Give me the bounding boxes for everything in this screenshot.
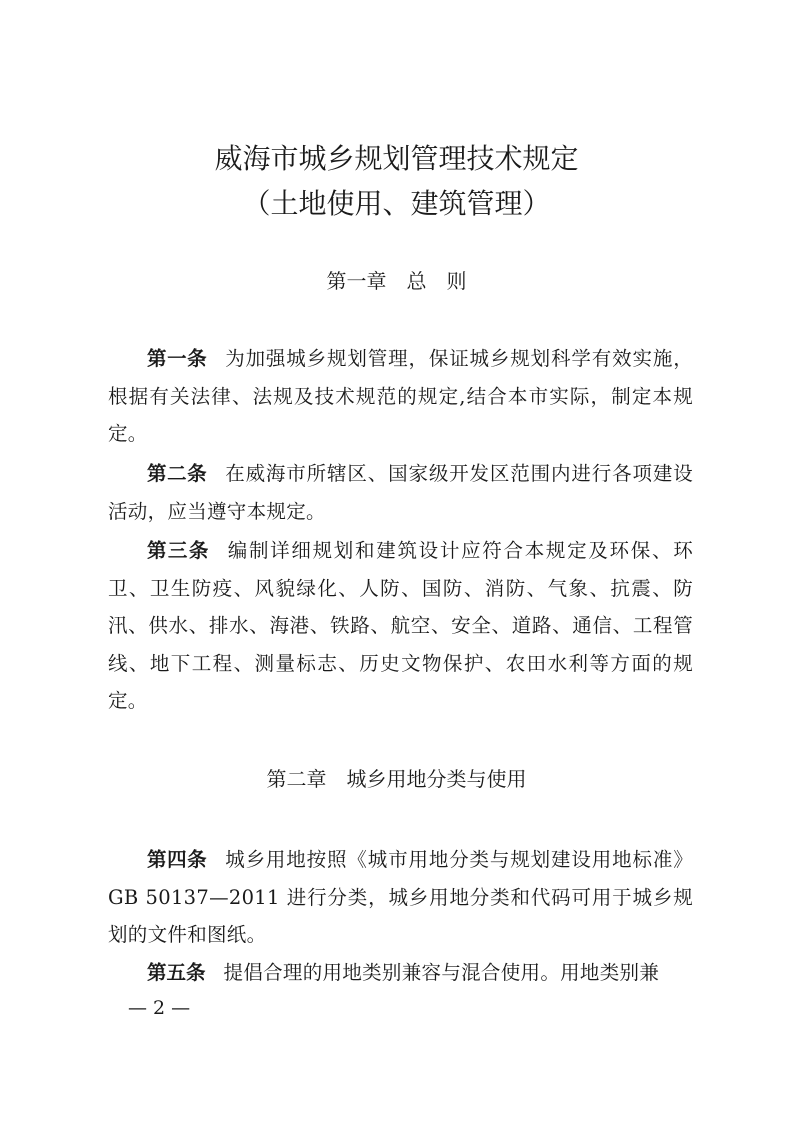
article-paragraph (108, 532, 693, 720)
article-text: 为加强城乡规划管理，保证城乡规划科学有效实施，根据有关法律、法规及技术规范的规定,结合本市实际，制定本规定。 (108, 347, 693, 445)
document-subtitle: （土地使用、建筑管理） (242, 187, 551, 220)
article-text: 编制详细规划和建筑设计应符合本规定及环保、环卫、卫生防疫、风貌绿化、人防、国防、消防、气象、抗震、防汛、供水、排水、海港、铁路、航空、安全、道路、通信、工程管线、地下工程、测量标志、历史文物保护、农田水利等方面的规定。 (108, 539, 693, 712)
article-paragraph (108, 340, 693, 453)
article-paragraph (108, 455, 693, 530)
document-title: 威海市城乡规划管理技术规定 (214, 142, 579, 175)
article-paragraph (108, 841, 693, 954)
chapter-heading: 第二章 城乡用地分类与使用 (266, 767, 527, 791)
chapter-heading: 第一章 总 则 (326, 269, 467, 293)
article-label: 第四条 (147, 848, 208, 871)
article-text: 在威海市所辖区、国家级开发区范围内进行各项建设活动，应当遵守本规定。 (108, 462, 693, 523)
article-label: 第一条 (147, 347, 208, 370)
article-label: 第五条 (147, 961, 206, 984)
article-label: 第三条 (147, 539, 210, 562)
article-text: 城乡用地按照《城市用地分类与规划建设用地标准》GB 50137—2011 进行分类，城乡用地分类和代码可用于城乡规划的文件和图纸。 (108, 848, 693, 946)
article-text: 提倡合理的用地类别兼容与混合使用。用地类别兼 (223, 961, 660, 984)
page-number: — 2 — (128, 997, 191, 1019)
article-label: 第二条 (147, 462, 208, 485)
article-paragraph (108, 954, 693, 992)
